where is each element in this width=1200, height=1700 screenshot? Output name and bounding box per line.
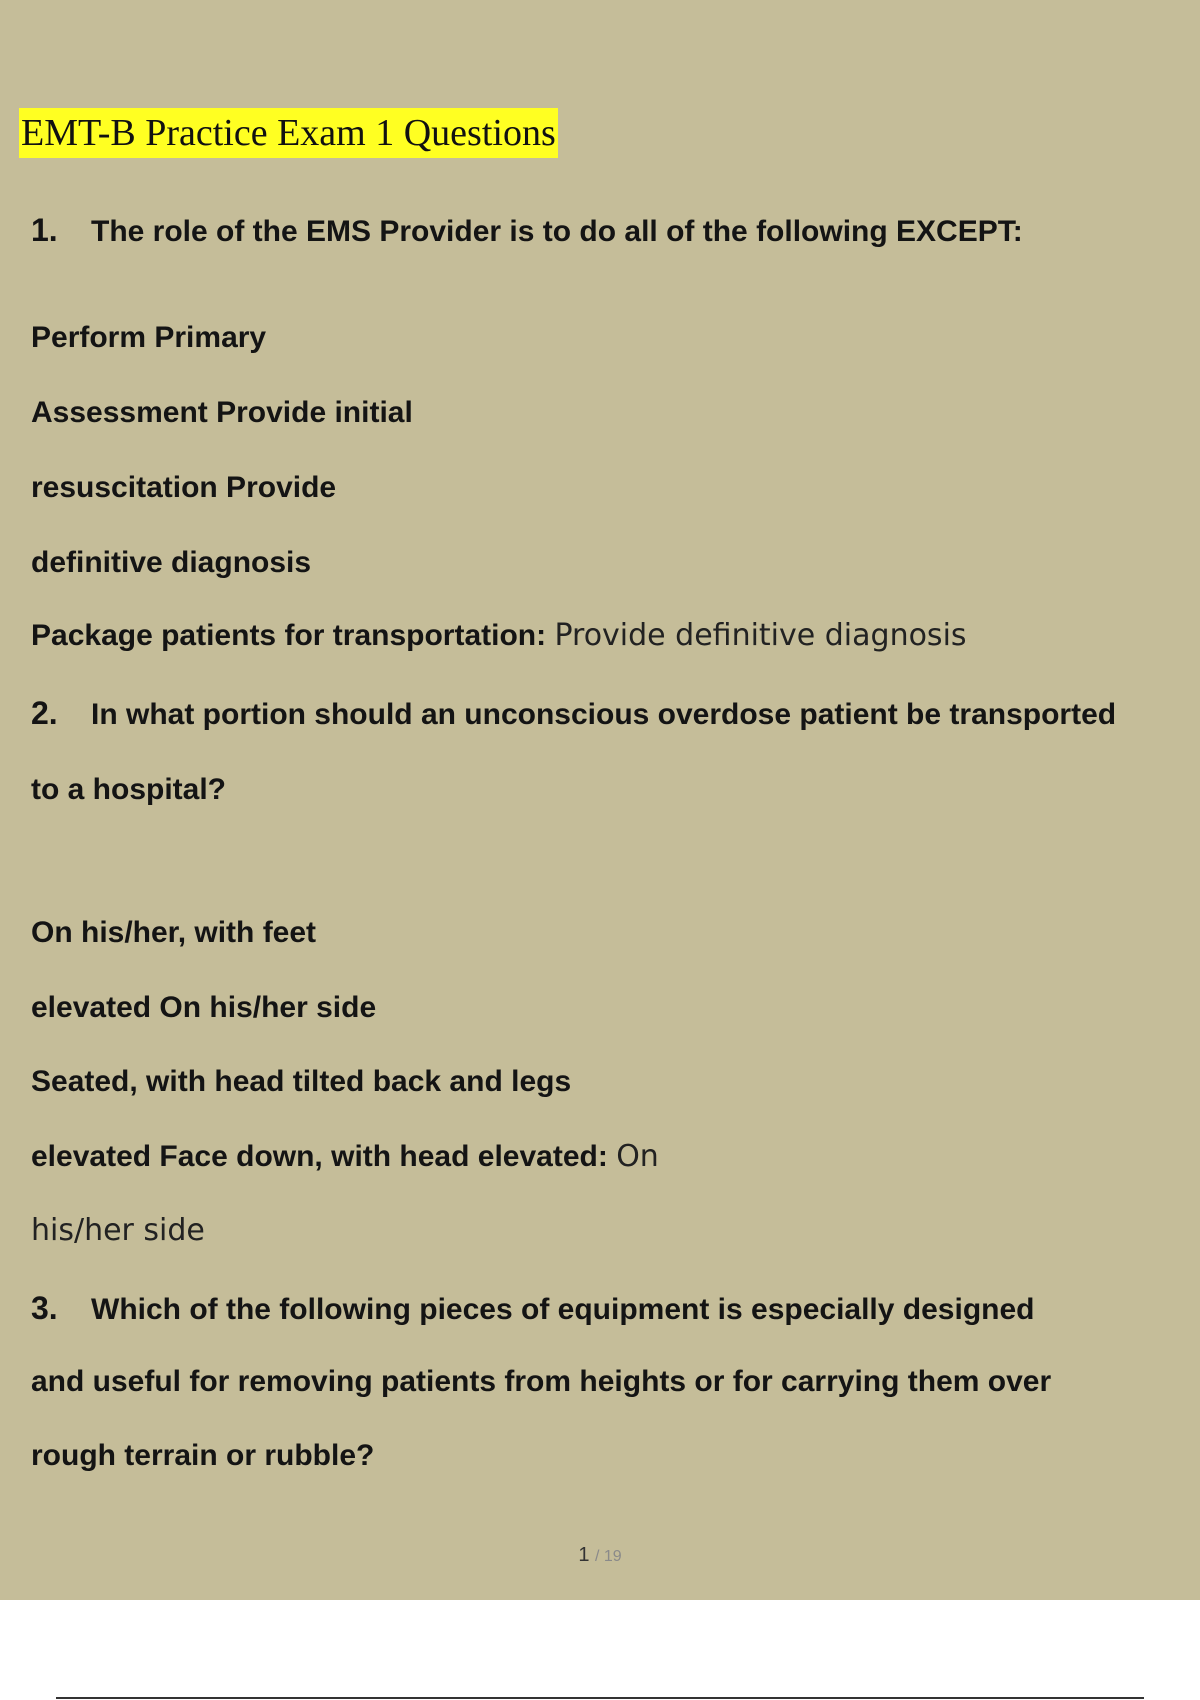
- answer-line: [31, 616, 967, 656]
- question-text-continued: rough terrain or rubble?: [31, 1439, 375, 1472]
- question-number: 2.: [31, 695, 58, 731]
- answer-text: On: [616, 1139, 659, 1174]
- question-text: Which of the following pieces of equipment is especially designed: [91, 1293, 1035, 1326]
- question-2: [31, 693, 1116, 735]
- option-line: Seated, with head tilted back and legs: [31, 1065, 572, 1098]
- question-number: 3.: [31, 1290, 58, 1326]
- answer-text-continued: his/her side: [31, 1213, 205, 1248]
- document-title: EMT-B Practice Exam 1 Questions: [19, 108, 558, 158]
- page-indicator: [0, 1540, 1200, 1572]
- answer-text: Provide definitive diagnosis: [554, 618, 967, 653]
- current-page: 1: [578, 1544, 590, 1566]
- question-text-continued: to a hospital?: [31, 773, 226, 806]
- question-number: 1.: [31, 212, 58, 248]
- total-pages: / 19: [595, 1548, 622, 1565]
- option-line: resuscitation Provide: [31, 471, 337, 504]
- question-1: [31, 210, 1023, 252]
- question-3: [31, 1288, 1034, 1330]
- option-line: Assessment Provide initial: [31, 396, 413, 429]
- question-text: The role of the EMS Provider is to do all of the following EXCEPT:: [91, 215, 1023, 248]
- page-divider: [56, 1697, 1144, 1699]
- question-text-continued: and useful for removing patients from heights or for carrying them over: [31, 1365, 1052, 1398]
- answer-label: Package patients for transportation:: [31, 619, 547, 652]
- option-line: Perform Primary: [31, 321, 267, 354]
- option-line: On his/her, with feet: [31, 916, 317, 949]
- option-line: elevated On his/her side: [31, 991, 377, 1024]
- option-line: definitive diagnosis: [31, 546, 312, 579]
- answer-label: elevated Face down, with head elevated:: [31, 1140, 608, 1173]
- answer-line: [31, 1137, 659, 1177]
- question-text: In what portion should an unconscious overdose patient be transported: [91, 698, 1117, 731]
